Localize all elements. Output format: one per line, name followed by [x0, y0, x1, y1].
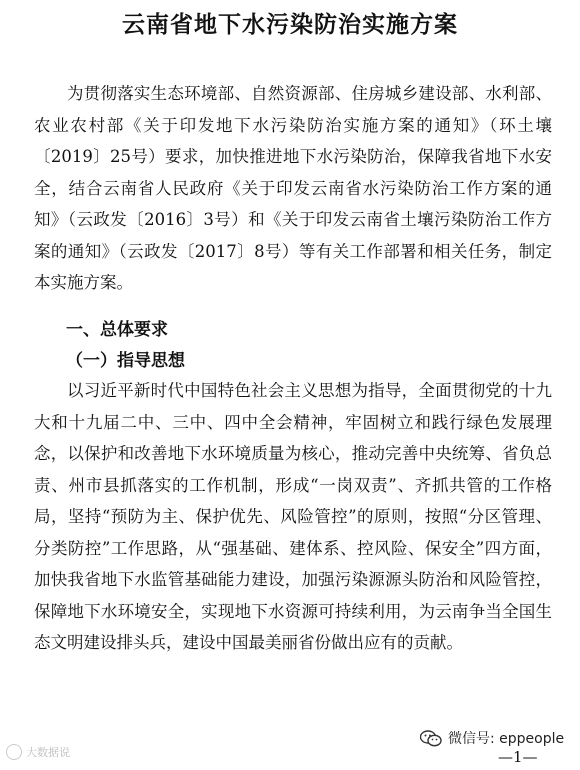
page-number: —1—	[498, 748, 538, 766]
watermark-logo-icon	[6, 744, 22, 760]
source-watermark	[6, 744, 70, 760]
subsection-heading: （一）指导思想	[66, 351, 185, 371]
wechat-watermark	[420, 728, 564, 748]
wechat-icon	[420, 730, 442, 747]
intro-paragraph: 为贯彻落实生态环境部、自然资源部、住房城乡建设部、水利部、农业农村部《关于印发地下水污染防治实施方案的通知》（环土壤〔2019〕25号）要求，加快推进地下水污染防治，保障我省地下水安全，结合云南省人民政府《关于印发云南省水污染防治工作方案的通知》（云政发〔2016〕3号）和《关于印发云南省土壤污染防治工作方案的通知》（云政发〔2017〕8号）等有关工作部署和相关任务，制定本实施方案。	[34, 84, 552, 292]
document-title: 云南省地下水污染防治实施方案	[122, 11, 458, 38]
wechat-id-label: 微信号: eppeople	[448, 731, 565, 747]
watermark-text: 大数据说	[26, 746, 70, 759]
guiding-thought-paragraph: 以习近平新时代中国特色社会主义思想为指导，全面贯彻党的十九大和十九届二中、三中、四中全会精神，牢固树立和践行绿色发展理念，以保护和改善地下水环境质量为核心，推动完善中央统筹、省负总责、州市县抓落实的工作机制，形成“一岗双责”、齐抓共管的工作格局，坚持“预防为主、保护优先、风险管控”的原则，按照“分区管理、分类防控”工作思路，从“强基础、建体系、控风险、保安全”四方面，加快我省地下水监管基础能力建设，加强污染源源头防治和风险管控，保障地下水环境安全，实现地下水资源可持续利用，为云南争当全国生态文明建设排头兵，建设中国最美丽省份做出应有的贡献。	[34, 381, 552, 652]
section-heading: 一、总体要求	[66, 320, 168, 340]
